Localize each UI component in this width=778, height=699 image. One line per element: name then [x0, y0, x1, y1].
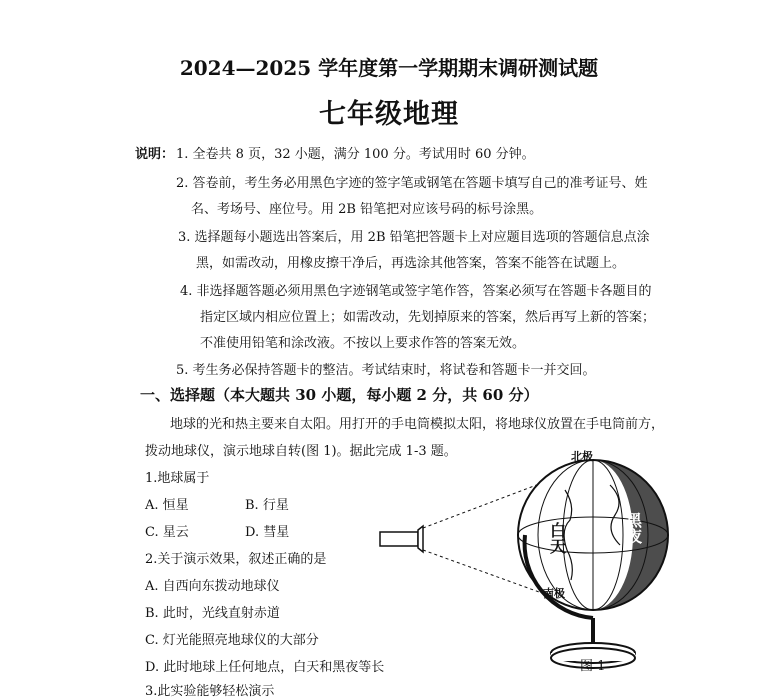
option: D. 此时地球上任何地点，白天和黑夜等长 — [145, 660, 385, 675]
option: C. 灯光能照亮地球仪的大部分 — [145, 633, 319, 648]
instruction-line: 5. 考生务必保持答题卡的整洁。考试结束时，将试卷和答题卡一并交回。 — [176, 363, 596, 378]
instructions-label: 说明： — [135, 147, 175, 162]
question-stem: 1.地球属于 — [145, 471, 210, 486]
intro-text: 拨动地球仪，演示地球自转(图 1)。据此完成 1-3 题。 — [145, 444, 457, 459]
subject-title: 七年级地理 — [319, 99, 459, 130]
instruction-line: 不准使用铅笔和涂改液。不按以上要求作答的答案无效。 — [200, 336, 526, 351]
north-pole-label: 北极 — [571, 450, 593, 463]
option: A. 恒星 — [145, 498, 189, 513]
night-label: 黑夜 — [623, 512, 643, 544]
option: C. 星云 — [145, 525, 189, 540]
globe-flashlight-figure — [375, 450, 675, 680]
question-stem: 2.关于演示效果，叙述正确的是 — [145, 552, 327, 567]
option: D. 彗星 — [245, 525, 290, 540]
south-pole-label: 南极 — [543, 587, 565, 600]
question-stem: 3.此实验能够轻松演示 — [145, 684, 275, 699]
flashlight-icon — [380, 526, 423, 552]
figure-caption: 图 1 — [580, 659, 606, 674]
option: B. 此时，光线直射赤道 — [145, 606, 280, 621]
instruction-line: 1. 全卷共 8 页，32 小题，满分 100 分。考试用时 60 分钟。 — [176, 147, 535, 162]
instruction-line: 黑，如需改动，用橡皮擦干净后，再选涂其他答案，答案不能答在试题上。 — [196, 256, 626, 271]
instruction-line: 3. 选择题每小题选出答案后，用 2B 铅笔把答题卡上对应题目选项的答题信息点涂 — [178, 230, 650, 245]
instruction-line: 名、考场号、座位号。用 2B 铅笔把对应该号码的标号涂黑。 — [191, 202, 543, 217]
option: A. 自西向东拨动地球仪 — [145, 579, 280, 594]
option: B. 行星 — [245, 498, 289, 513]
day-label: 白天 — [547, 522, 567, 554]
intro-text: 地球的光和热主要来自太阳。用打开的手电筒模拟太阳，将地球仪放置在手电筒前方， — [170, 417, 665, 432]
instruction-line: 4. 非选择题答题必须用黑色字迹钢笔或签字笔作答，答案必须写在答题卡各题目的 — [180, 284, 652, 299]
instruction-line: 指定区域内相应位置上；如需改动，先划掉原来的答案，然后再写上新的答案； — [200, 310, 656, 325]
section-heading: 一、选择题（本大题共 30 小题，每小题 2 分，共 60 分） — [140, 386, 539, 404]
exam-title: 2024—2025 学年度第一学期期末调研测试题 — [179, 56, 599, 80]
instruction-line: 2. 答卷前，考生务必用黑色字迹的签字笔或钢笔在答题卡填写自己的准考证号、姓 — [176, 176, 648, 191]
